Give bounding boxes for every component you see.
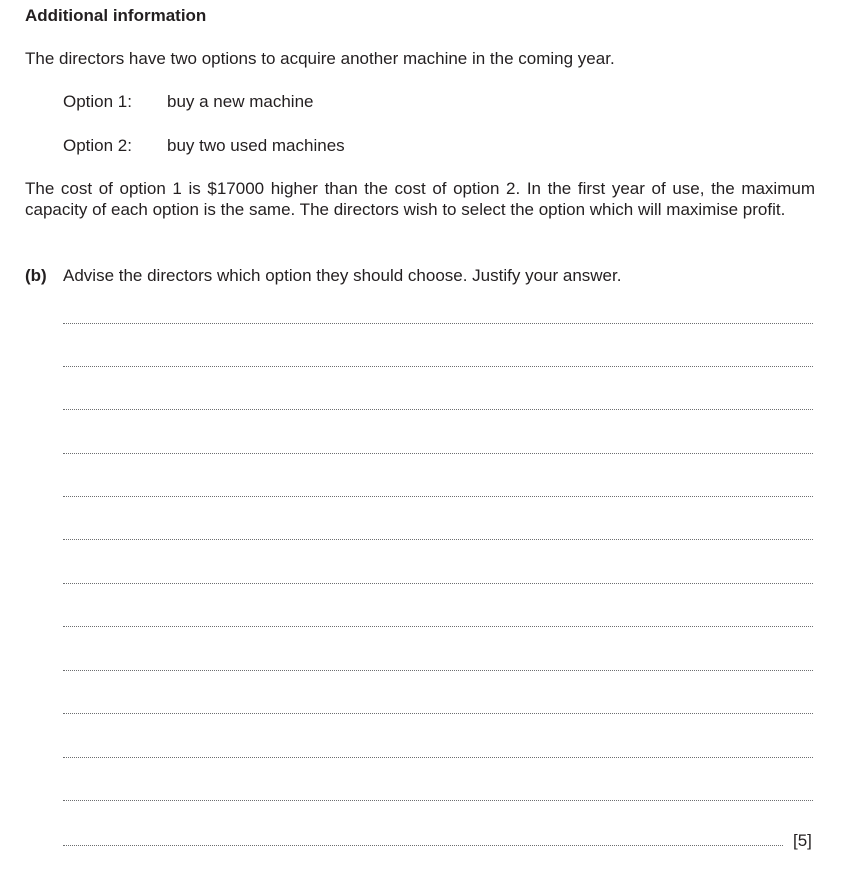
answer-line[interactable] — [63, 670, 813, 671]
answer-line[interactable] — [63, 845, 783, 846]
option-2 — [63, 135, 345, 156]
answer-line[interactable] — [63, 713, 813, 714]
option-2-text: buy two used machines — [167, 136, 345, 155]
question-label: (b) — [25, 266, 47, 285]
option-1-label: Option 1: — [63, 92, 132, 111]
answer-line[interactable] — [63, 583, 813, 584]
answer-line[interactable] — [63, 539, 813, 540]
answer-line[interactable] — [63, 626, 813, 627]
option-1 — [63, 91, 313, 112]
answer-line[interactable] — [63, 496, 813, 497]
answer-line[interactable] — [63, 409, 813, 410]
question-b — [25, 265, 621, 286]
answer-line[interactable] — [63, 800, 813, 801]
answer-line[interactable] — [63, 366, 813, 367]
answer-line[interactable] — [63, 323, 813, 324]
section-heading: Additional information — [25, 6, 207, 25]
answer-line[interactable] — [63, 757, 813, 758]
answer-line[interactable] — [63, 453, 813, 454]
context-paragraph: The cost of option 1 is $17000 higher than the cost of option 2. In the first year of use, the maximum capacity of each option is the same. The directors wish to select the option which will maximise profit. — [25, 179, 815, 219]
marks-indicator: [5] — [793, 831, 812, 850]
intro-text: The directors have two options to acquire another machine in the coming year. — [25, 49, 615, 68]
option-2-label: Option 2: — [63, 136, 132, 155]
question-text: Advise the directors which option they should choose. Justify your answer. — [63, 266, 622, 285]
option-1-text: buy a new machine — [167, 92, 314, 111]
